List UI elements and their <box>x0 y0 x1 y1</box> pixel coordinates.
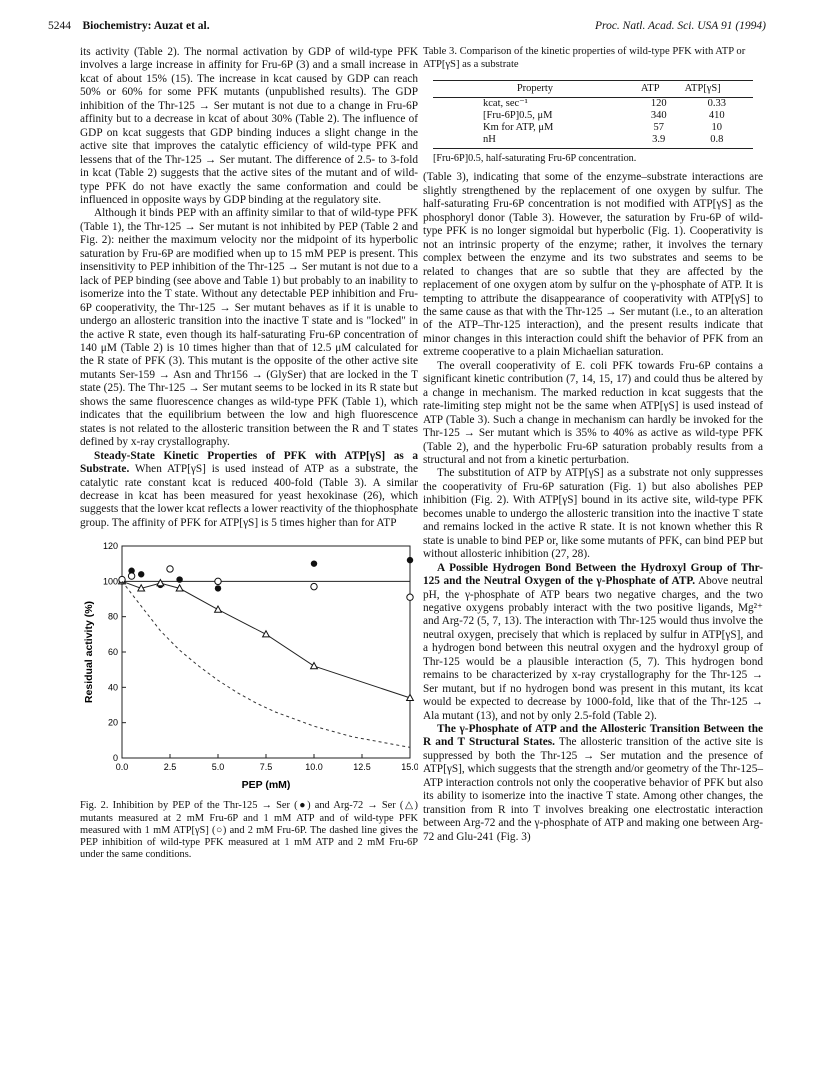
arg72-ser-point <box>263 631 270 637</box>
table-row <box>433 122 753 134</box>
table-cell: 410 <box>708 110 725 121</box>
wild-type-atpgs-point <box>128 573 134 579</box>
left-paragraph-2: Although it binds PEP with an affinity similar to that of wild-type PFK (Table 1), the Thr-125 → Ser mutant is not inhibited by PEP (Table 2 and Fig. 2): neither the maximum velocity nor the midpoint of its hyperbolic saturation by Fru-6P are modified when up to 15 mM PEP is present. This insensitivity to PEP inhibition of the Thr-125 → Ser mutant is not due to a lack of PEP binding (see above and Table 1) but probably to an inability to isomerize into the T state. Without any detectable PEP inhibition and Fru-6P cooperativity, the Thr-125 → Ser mutant behaves as if it is unable to undergo an allosteric transition into the inactive T state and is "locked" in the active R state, even though its half-saturating Fru-6P concentration of 140 μM (Table 2) is 10 times higher than that of 12.5 μM calculated for the R state of PFK (3). This mutant is the opposite of the other active site mutants Ser-159 → Asn and Thr156 → (GlySer) that are locked in the T state (25). The Thr-125 → Ser mutant seems to be locked in its R state but shows the same fluorescence changes as wild-type PFK (Table 1), which indicates that the equilibrium between the low and high fluorescence states is not related to the allosteric transition between the R and T states defined by x-ray crystallography. <box>80 207 418 449</box>
wild-type-atpgs-point <box>311 584 317 590</box>
section-title-hydrogen-bond: A Possible Hydrogen Bond Between the Hydroxyl Group of Thr-125 and the Neutral Oxygen of the γ-Phosphate of ATP. <box>423 561 763 588</box>
table-cell: 57 <box>653 122 664 133</box>
page-number: 5244 <box>48 20 71 32</box>
table-cell: Km for ATP, μM <box>483 122 554 133</box>
table-row <box>433 134 753 149</box>
y-tick-label: 120 <box>102 541 118 552</box>
arg72-ser-point <box>311 663 318 669</box>
x-tick-label: 15.0 <box>401 762 418 773</box>
table-cell: 0.33 <box>707 98 726 109</box>
figure-2 <box>80 538 418 798</box>
wild-type-atpgs-point <box>167 566 173 572</box>
table-cell: 120 <box>650 98 667 109</box>
section-title-gamma-phosphate: The γ-Phosphate of ATP and the Allosteric Transition Between the R and T Structural States. <box>423 723 763 749</box>
table-header-row <box>433 81 753 98</box>
plot-frame <box>122 546 410 758</box>
right-column <box>423 46 763 844</box>
arg72-ser-fit-curve <box>122 582 410 699</box>
table-3-footnote: [Fru-6P]0.5, half-saturating Fru-6P concentration. <box>433 153 637 164</box>
x-tick-label: 2.5 <box>163 762 177 773</box>
wild-type-atpgs-point <box>215 578 221 584</box>
left-column <box>80 46 418 861</box>
thr125-ser-point <box>407 557 413 563</box>
right-paragraph-4: A Possible Hydrogen Bond Between the Hydroxyl Group of Thr-125 and the Neutral Oxygen of the γ-Phosphate of ATP. Above neutral pH, the γ-phosphate of ATP bears two negative charges, and the two negative oxygens probably interact with the two positive ligands, Mg²⁺ and Arg-72 (5, 7, 13). The interaction with Thr-125 would thus involve the neutral oxygen, precisely that which is replaced by sulfur in ATP[γS], and a hydrogen bond between this neutral oxygen and the hydroxyl group of Thr-125 would be a plausible interaction (5, 7). This hydrogen bond remains to be characterized by x-ray crystallography for the Thr-125 → Ser mutant, but if no hydrogen bond was present in this mutant, its kcat would be expected to decrease by 1000-fold, like that of the Thr-125 → Ala mutant (13), and not by only 2.5-fold (Table 2). <box>423 561 763 722</box>
wild-type-atpgs-point <box>407 594 413 600</box>
table-cell: kcat, sec⁻¹ <box>483 98 528 109</box>
x-axis-label: PEP (mM) <box>241 779 291 792</box>
left-paragraph-3: Steady-State Kinetic Properties of PFK with ATP[γS] as a Substrate. When ATP[γS] is used instead of ATP as a substrate, the catalytic rate constant kcat is reduced 400-fold (Table 3). A similar decrease in kcat has been measured for yeast hexokinase (26), which suggests that the lower kcat reflects a lower reactivity of the thiophosphate group. The affinity of PFK for ATP[γS] is 5 times higher than for ATP <box>80 449 418 529</box>
table-row <box>433 110 753 122</box>
y-tick-label: 40 <box>107 682 118 693</box>
journal-right: Proc. Natl. Acad. Sci. USA 91 (1994) <box>595 20 766 32</box>
right-paragraph-5: The γ-Phosphate of ATP and the Allosteric Transition Between the R and T Structural States. The allosteric transition of the active site is suppressed by both the Thr-125 → Ser mutation and the presence of ATP[γS], which suggests that the strength and/or geometry of the Thr-125–ATP interaction controls not only the cooperative behavior of PFK but also its ability to isomerize into the inactive T state. Among other changes, the transition from R into T involves breaking one electrostatic interaction between Arg-72 and the γ-phosphate of ATP and making one between Arg-72 and Glu-241 (Fig. 3) <box>423 723 763 843</box>
x-tick-label: 10.0 <box>305 762 323 773</box>
y-axis-label: Residual activity (%) <box>83 601 95 704</box>
thr125-ser-point <box>311 561 317 567</box>
y-tick-label: 0 <box>112 753 118 764</box>
x-tick-label: 0.0 <box>115 762 129 773</box>
table-cell: 340 <box>650 110 667 121</box>
y-tick-label: 60 <box>107 647 118 658</box>
figure-2-chart <box>80 538 418 798</box>
section-title-atpgs: Steady-State Kinetic Properties of PFK with ATP[γS] as a Substrate. <box>80 449 418 476</box>
table-header: ATP <box>637 81 681 98</box>
right-paragraph-3: The substitution of ATP by ATP[γS] as a substrate not only suppresses the cooperativity of Fru-6P saturation (Fig. 1) but also abolishes PEP inhibition (Fig. 2). With ATP[γS] bound in its active site, wild-type PFK becomes unable to undergo the allosteric transition into the inactive T state and remains locked in the active R state. It is not known whether this R state is unable to bind PEP or, like some mutants of PFK, can bind PEP but without allosteric inhibition (27, 28). <box>423 467 763 561</box>
x-tick-label: 5.0 <box>211 762 225 773</box>
table-3 <box>433 80 753 149</box>
y-tick-label: 20 <box>107 717 118 728</box>
right-paragraph-2: The overall cooperativity of E. coli PFK towards Fru-6P contains a significant kinetic contribution (7, 14, 15, 17) and could thus be altered by a change in mechanism. The marked reduction in kcat suggests that the rate-limiting step might not be the same when ATP[γS] is used instead of ATP (Table 3). Such a change in mechanism can hardly be invoked for the Thr-125 → Ser mutant which is 35% to 40% as active as wild-type PFK (Table 2), and the hyperbolic Fru-6P saturation probably results from a structural and not from a kinetic perturbation. <box>423 359 763 466</box>
x-tick-label: 12.5 <box>353 762 371 773</box>
table-3-caption: Table 3. Comparison of the kinetic properties of wild-type PFK with ATP or ATP[γS] as a substrate <box>423 46 746 70</box>
table-cell: 10 <box>711 122 723 133</box>
left-paragraph-1: its activity (Table 2). The normal activation by GDP of wild-type PFK involves a large increase in affinity for Fru-6P (3) and a small increase in kcat of about 15% (15). The increase in kcat caused by GDP can reach 50% or 60% for some PFK mutants (unpublished results). The GDP inhibition of the Thr-125 → Ser mutant is not due to a change in Fru-6P affinity but to a decrease in kcat of about 30% (Table 2). The influence of GDP on kcat suggests that GDP binding induces a slight change in the active site that improves the catalytic efficiency of wild-type PFK and lessens that of the Thr-125 → Ser mutant. The difference of 2.5- to 3-fold in kcat (Table 2) suggests that the active sites of the mutant and of wild-type PFK do not have exactly the same conformation and could be influenced in opposite ways by GDP binding at the regulatory site. <box>80 46 418 206</box>
figure-2-caption: Fig. 2. Inhibition by PEP of the Thr-125 → Ser (●) and Arg-72 → Ser (△) mutants measured at 2 mM Fru-6P and 1 mM ATP and of wild-type PFK measured with 1 mM ATP[γS] (○) and 2 mM Fru-6P. The dashed line gives the PEP inhibition of wild-type PFK measured at 1 mM ATP and 2 mM Fru-6P under the same conditions. <box>80 800 418 861</box>
thr125-ser-point <box>138 571 144 577</box>
arg72-ser-point <box>157 580 164 586</box>
table-row <box>433 98 753 111</box>
y-tick-label: 80 <box>107 611 118 622</box>
y-tick-label: 100 <box>102 576 118 587</box>
x-tick-label: 7.5 <box>259 762 273 773</box>
arg72-ser-point <box>215 606 222 612</box>
running-header-left <box>48 20 210 32</box>
table-cell: 0.8 <box>681 134 753 149</box>
table-cell: [Fru-6P]0.5, μM <box>483 110 553 121</box>
right-paragraph-1: (Table 3), indicating that some of the enzyme–substrate interactions are slightly strengthened by the replacement of one oxygen by sulfur. The half-saturating Fru-6P concentration is not modified with ATP[γS] as the phosphoryl donor (Table 3). However, the saturation by Fru-6P of wild-type PFK is no longer sigmoidal but hyperbolic (Fig. 1). Cooperativity is not an intrinsic property of the enzyme; rather, it involves the ternary complex between the enzyme and its two substrates and seems to be related to changes that are so subtle that they are affected by the replacement of one oxygen atom by sulfur on the γ-phosphate of ATP. It is tempting to attribute the disappearance of cooperativity with ATP[γS] to the same cause as that with the Thr-125 → Ser mutant (i.e., to an alteration of the ATP–Thr-125 interaction), and the present results indicate that minor changes in this interaction could shift the behavior of PFK from an extreme cooperative to a plain Michaelian saturation. <box>423 171 763 359</box>
table-header: ATP[γS] <box>681 81 753 98</box>
thr125-ser-point <box>215 586 221 592</box>
wild-type-atp-dashed-line <box>122 582 410 748</box>
table-header: Property <box>433 81 637 98</box>
table-cell: 3.9 <box>637 134 681 149</box>
journal-left: Biochemistry: Auzat et al. <box>82 20 210 32</box>
table-cell: nH <box>433 134 637 149</box>
thr125-ser-point <box>176 577 182 583</box>
